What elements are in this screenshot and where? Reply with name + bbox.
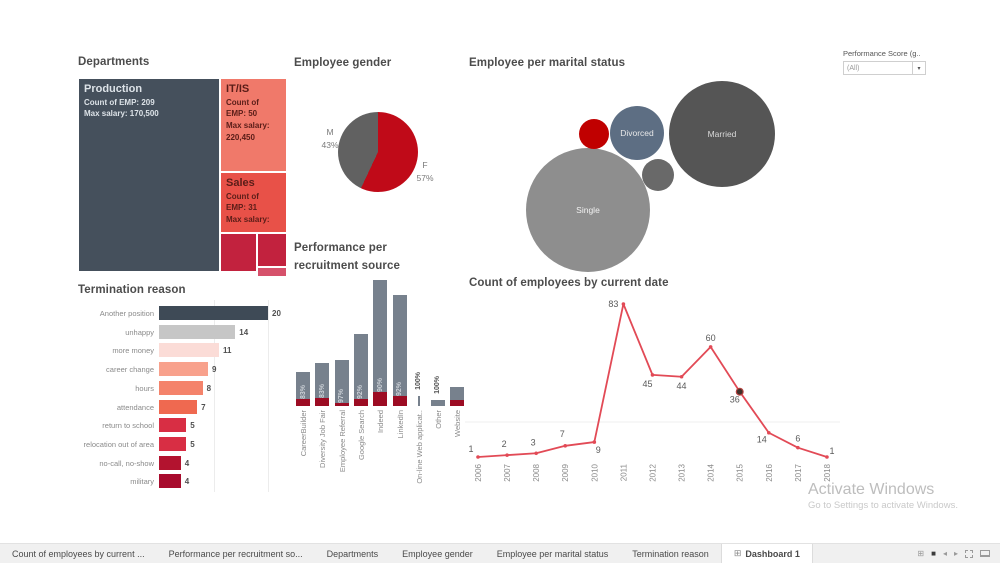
dashboard-grid-icon: ⊞: [733, 548, 742, 558]
recr-pct-wrap: [393, 295, 407, 396]
term-value-label: 4: [184, 477, 190, 487]
term-row: [78, 381, 293, 395]
pie-label-male: M 43%: [321, 127, 339, 150]
treemap-node[interactable]: [220, 233, 257, 272]
marital-status-bubbles: [465, 70, 810, 275]
treemap-node[interactable]: [257, 267, 287, 277]
term-value-label: 7: [201, 402, 206, 412]
term-bar[interactable]: [159, 418, 186, 432]
year-axis-label: 2013: [677, 464, 687, 482]
data-point[interactable]: [505, 453, 509, 457]
recr-category-label: On-line Web applicat..: [414, 410, 424, 484]
recr-category-label: Website: [453, 410, 463, 437]
recr-bar-red[interactable]: [315, 398, 329, 406]
recr-pct-label: 83%: [299, 384, 307, 399]
recr-pct-label: 100%: [434, 376, 442, 394]
recr-pct-wrap: [315, 363, 329, 398]
recr-pct-label: 100%: [414, 372, 422, 390]
point-value-label: 36: [729, 394, 740, 405]
term-category-label: return to school: [102, 421, 154, 431]
point-value-label: 6: [795, 433, 801, 444]
point-value-label: 14: [756, 434, 767, 445]
recr-category-label: CareerBuilder: [299, 410, 308, 457]
marital-title: Employee per marital status: [469, 57, 626, 69]
treemap-node-salary: Max salary: 170,500: [84, 109, 159, 119]
bubble-label: Married: [707, 129, 737, 139]
recr-bar-red[interactable]: [354, 399, 368, 406]
dropdown-arrow-icon[interactable]: ▾: [912, 62, 925, 74]
bubble-label: Divorced: [620, 128, 654, 138]
recr-pct-label: 83%: [318, 383, 326, 398]
forward-icon[interactable]: ▸: [953, 548, 958, 558]
treemap-node-emp: Count of EMP: 209: [84, 97, 155, 107]
term-value-label: 14: [239, 327, 249, 337]
presentation-mode-icon[interactable]: [980, 550, 990, 557]
recruitment-title: Performance per recruitment source: [294, 242, 400, 273]
recr-pct-wrap: [335, 360, 349, 403]
data-point[interactable]: [563, 444, 567, 448]
sheet-tab-5[interactable]: Employee per marital status: [496, 548, 609, 559]
term-value-label: 5: [190, 421, 195, 431]
treemap-node-salary: Max salary:: [226, 214, 270, 224]
point-value-label: 9: [595, 445, 601, 456]
year-axis-label: 2015: [735, 464, 745, 482]
treemap-node-emp: Count of EMP: 31: [226, 191, 259, 213]
term-value-label: 9: [212, 365, 217, 375]
point-value-label: 1: [829, 446, 835, 456]
term-row: [78, 400, 293, 414]
treemap-node[interactable]: [220, 172, 287, 233]
activate-windows-watermark: Activate Windows: [808, 481, 935, 498]
data-point[interactable]: [825, 455, 829, 459]
bubble-single[interactable]: [526, 148, 650, 272]
recr-bar-red[interactable]: [393, 396, 407, 406]
data-point[interactable]: [796, 446, 800, 450]
sheet-tab-active-dashboard[interactable]: ⊞ Dashboard 1: [721, 544, 813, 563]
year-axis-label: 2014: [706, 464, 716, 482]
term-category-label: hours: [135, 383, 154, 393]
point-value-label: 83: [608, 298, 619, 309]
term-row: [78, 362, 293, 376]
term-bar[interactable]: [159, 381, 203, 395]
term-value-label: 8: [206, 383, 212, 393]
recr-pct-wrap: [354, 334, 368, 399]
term-category-label: more money: [112, 346, 154, 356]
point-value-label: 7: [559, 428, 565, 439]
term-bar[interactable]: [159, 306, 268, 320]
recr-pct-label: 92%: [396, 381, 403, 396]
term-bar[interactable]: [159, 437, 186, 451]
term-row: [78, 306, 293, 320]
bubble[interactable]: [579, 119, 609, 149]
bubble-divorced[interactable]: [610, 106, 664, 160]
recr-bar-red[interactable]: [296, 399, 310, 406]
year-axis-label: 2018: [822, 464, 832, 482]
year-axis-label: 2016: [764, 464, 774, 482]
data-point[interactable]: [534, 451, 538, 455]
departments-title: Departments: [78, 56, 150, 68]
point-value-label: 44: [676, 380, 687, 391]
recr-category-label: Indeed: [376, 410, 386, 433]
term-bar[interactable]: [159, 400, 197, 414]
data-point[interactable]: [709, 345, 713, 349]
year-axis-label: 2017: [793, 464, 803, 482]
recr-pct-label: 90%: [376, 377, 384, 392]
term-bar[interactable]: [159, 474, 181, 488]
recruitment-source-chart: [293, 272, 474, 502]
term-category-label: Another position: [99, 309, 154, 318]
point-value-label: 60: [705, 332, 716, 343]
departments-treemap: [78, 78, 287, 272]
data-point[interactable]: [651, 373, 655, 377]
point-value-label: 3: [530, 437, 536, 448]
data-point[interactable]: [622, 302, 626, 306]
term-bar[interactable]: [159, 456, 181, 470]
point-value-label: 45: [642, 378, 653, 389]
employee-count-title: Count of employees by current date: [469, 277, 669, 289]
recr-category-label: Employee Referral: [337, 410, 347, 473]
term-category-label: unhappy: [125, 327, 154, 337]
filter-label: Performance Score (g..: [843, 49, 921, 58]
treemap-node-name: Production: [84, 83, 143, 95]
termination-title: Termination reason: [78, 284, 186, 296]
data-point[interactable]: [476, 455, 480, 459]
bubble-label: Single: [576, 205, 600, 215]
treemap-node[interactable]: [257, 233, 287, 267]
employee-count-line-chart: [465, 292, 845, 507]
back-icon[interactable]: ◂: [942, 548, 947, 558]
term-value-label: 20: [272, 309, 281, 318]
year-axis-label: 2009: [561, 464, 571, 482]
term-row: [78, 325, 293, 339]
bubble[interactable]: [642, 159, 674, 191]
sheet-tab-6[interactable]: Termination reason: [632, 548, 709, 559]
recr-pct-wrap: [373, 280, 387, 392]
term-value-label: 5: [190, 439, 195, 449]
recr-category-label: Other: [434, 410, 444, 429]
bubble-married[interactable]: [669, 81, 775, 187]
year-axis-label: 2012: [648, 464, 658, 482]
recr-bar-gray[interactable]: [450, 387, 464, 400]
performance-score-filter[interactable]: [843, 61, 926, 75]
year-axis-label: 2011: [619, 464, 629, 482]
sheet-tab-2[interactable]: Performance per recruitment so...: [168, 548, 303, 559]
data-point[interactable]: [767, 431, 771, 435]
term-row: [78, 418, 293, 432]
treemap-node-salary: Max salary: 220,450: [226, 120, 270, 142]
sheet-grid-icon[interactable]: ⊞: [917, 548, 925, 558]
term-category-label: relocation out of area: [83, 439, 154, 449]
year-axis-label: 2010: [590, 464, 600, 482]
recr-bar-red[interactable]: [373, 392, 387, 406]
term-row: [78, 456, 293, 470]
recr-category-label: Google Search: [356, 410, 366, 461]
data-point[interactable]: [680, 375, 684, 379]
recr-bar-gray[interactable]: [431, 400, 445, 406]
tab-controls: [917, 544, 1000, 563]
treemap-node-name: IT/IS: [226, 83, 250, 95]
gender-title: Employee gender: [294, 57, 392, 69]
filmstrip-icon[interactable]: ■: [931, 548, 936, 558]
pie-label-female: F 57%: [416, 160, 434, 183]
recr-pct-wrap: [296, 372, 310, 399]
recr-bar-red[interactable]: [335, 403, 349, 406]
year-axis-label: 2008: [532, 464, 542, 482]
term-bar[interactable]: [159, 343, 219, 357]
sheet-tab-4[interactable]: Employee gender: [402, 548, 473, 559]
recr-bar-gray[interactable]: [418, 396, 420, 406]
sheet-tab-3[interactable]: Departments: [326, 548, 379, 559]
filter-selected-value: (All): [847, 64, 860, 72]
recr-pct-label: 92%: [357, 384, 365, 399]
term-value-label: 11: [222, 346, 232, 356]
term-bar[interactable]: [159, 362, 208, 376]
treemap-node-name: Sales: [226, 177, 255, 189]
termination-reason-chart: [78, 298, 293, 498]
treemap-node[interactable]: [78, 78, 220, 272]
term-row: [78, 343, 293, 357]
point-value-label: 2: [501, 439, 507, 450]
term-category-label: career change: [106, 365, 154, 375]
activate-windows-subtext: Go to Settings to activate Windows.: [808, 500, 958, 511]
term-row: [78, 437, 293, 451]
term-category-label: attendance: [116, 402, 154, 412]
selection-frame-icon[interactable]: [965, 550, 973, 558]
treemap-node[interactable]: [220, 78, 287, 172]
term-bar[interactable]: [159, 325, 235, 339]
point-value-label: 1: [468, 444, 474, 454]
recr-bar-red[interactable]: [450, 400, 464, 406]
data-point[interactable]: [593, 440, 597, 444]
term-category-label: military: [130, 477, 154, 487]
sheet-tab-bar: [0, 543, 1000, 563]
recr-category-label: Diversity Job Fair: [318, 410, 328, 468]
treemap-node-emp: Count of EMP: 50: [226, 97, 259, 119]
year-axis-label: 2007: [503, 464, 513, 482]
term-row: [78, 474, 293, 488]
recr-pct-label: 97%: [338, 388, 346, 403]
year-axis-label: 2006: [474, 464, 483, 482]
term-value-label: 4: [184, 458, 190, 468]
recr-category-label: LinkedIn: [395, 410, 405, 439]
sheet-tab-1[interactable]: Count of employees by current ...: [12, 548, 145, 559]
term-category-label: no-call, no-show: [99, 458, 154, 468]
